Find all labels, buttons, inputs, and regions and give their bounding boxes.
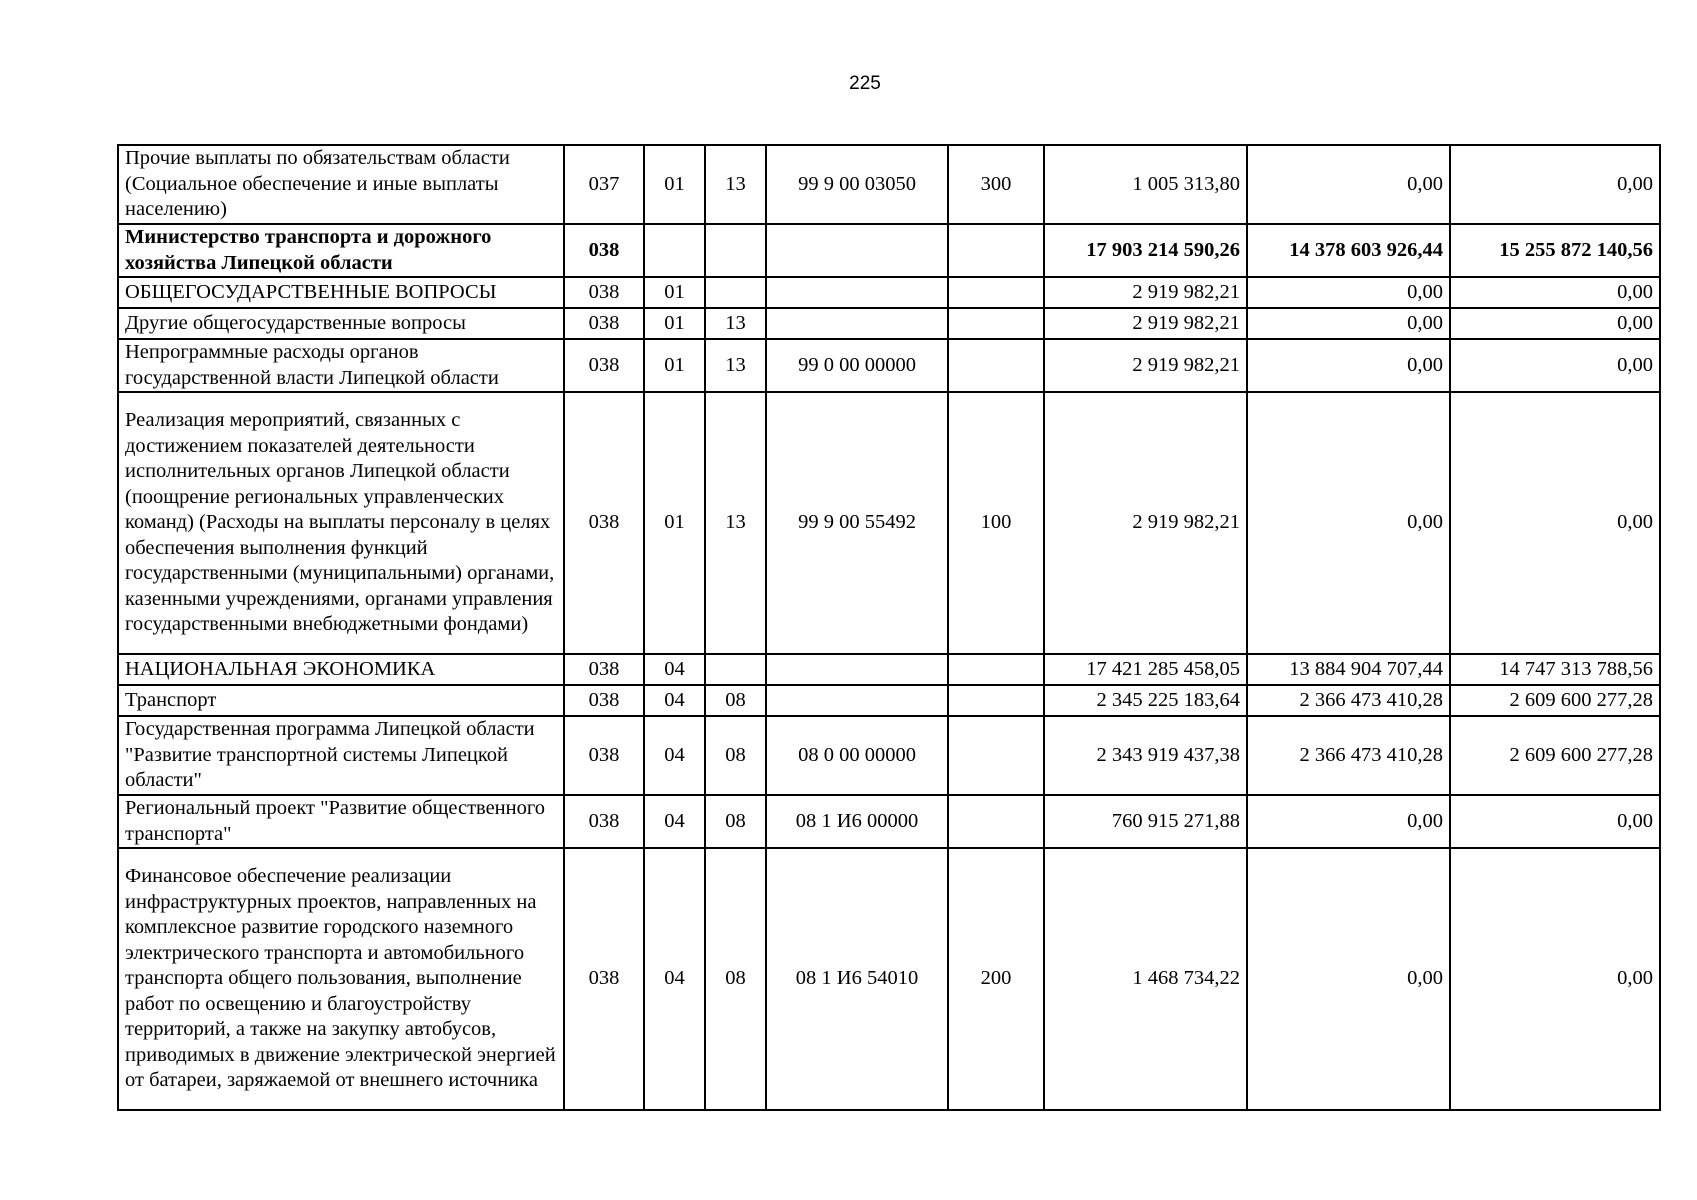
subsection-code-cell: 08 <box>705 716 766 795</box>
amount-year1-cell: 2 919 982,21 <box>1044 277 1247 308</box>
subsection-code-cell: 08 <box>705 795 766 848</box>
amount-year2-cell: 0,00 <box>1247 145 1450 224</box>
subsection-code-cell <box>705 224 766 277</box>
section-code-cell: 04 <box>644 716 705 795</box>
amount-year3-cell: 2 609 600 277,28 <box>1450 716 1660 795</box>
expense-type-cell: 200 <box>948 848 1044 1110</box>
target-article-cell: 08 1 И6 54010 <box>766 848 948 1110</box>
amount-year3-cell: 0,00 <box>1450 277 1660 308</box>
section-code-cell: 01 <box>644 277 705 308</box>
expense-type-cell: 100 <box>948 392 1044 654</box>
section-code-cell: 04 <box>644 654 705 685</box>
amount-year3-cell: 0,00 <box>1450 145 1660 224</box>
amount-year3-cell: 0,00 <box>1450 795 1660 848</box>
target-article-cell: 99 9 00 03050 <box>766 145 948 224</box>
target-article-cell: 99 0 00 00000 <box>766 339 948 392</box>
ved-code-cell: 038 <box>564 685 644 716</box>
ved-code-cell: 038 <box>564 654 644 685</box>
ved-code-cell: 038 <box>564 339 644 392</box>
target-article-cell <box>766 224 948 277</box>
ved-code-cell: 038 <box>564 848 644 1110</box>
expense-type-cell: 300 <box>948 145 1044 224</box>
target-article-cell: 99 9 00 55492 <box>766 392 948 654</box>
subsection-code-cell: 13 <box>705 339 766 392</box>
ved-code-cell: 037 <box>564 145 644 224</box>
table-row <box>118 685 1660 716</box>
subsection-code-cell: 08 <box>705 848 766 1110</box>
expense-type-cell <box>948 277 1044 308</box>
page-number: 225 <box>849 73 881 94</box>
amount-year1-cell: 2 919 982,21 <box>1044 339 1247 392</box>
ved-code-cell: 038 <box>564 224 644 277</box>
row-name-cell: Реализация мероприятий, связанных с достижением показателей деятельности исполнительных органов Липецкой области (поощрение региональных управленческих команд) (Расходы на выплаты персоналу в целях обеспечения выполнения функций государственными (муниципальными) органами, казенными учреждениями, органами управления государственными внебюджетными фондами) <box>118 392 564 654</box>
amount-year1-cell: 17 903 214 590,26 <box>1044 224 1247 277</box>
expense-type-cell <box>948 339 1044 392</box>
budget-table <box>117 144 1661 1111</box>
subsection-code-cell <box>705 654 766 685</box>
ved-code-cell: 038 <box>564 308 644 339</box>
amount-year1-cell: 17 421 285 458,05 <box>1044 654 1247 685</box>
row-name-cell: Министерство транспорта и дорожного хозяйства Липецкой области <box>118 224 564 277</box>
amount-year2-cell: 0,00 <box>1247 277 1450 308</box>
section-code-cell: 01 <box>644 308 705 339</box>
subsection-code-cell: 13 <box>705 308 766 339</box>
table-row <box>118 224 1660 277</box>
amount-year2-cell: 0,00 <box>1247 339 1450 392</box>
ved-code-cell: 038 <box>564 716 644 795</box>
row-name-cell: Финансовое обеспечение реализации инфраструктурных проектов, направленных на комплексное развитие городского наземного электрического транспорта и автомобильного транспорта общего пользования, выполнение работ по освещению и благоустройству территорий, а также на закупку автобусов, приводимых в движение электрической энергией от батареи, заряжаемой от внешнего источника <box>118 848 564 1110</box>
row-name-cell: Региональный проект "Развитие общественного транспорта" <box>118 795 564 848</box>
amount-year1-cell: 1 468 734,22 <box>1044 848 1247 1110</box>
row-name-cell: Транспорт <box>118 685 564 716</box>
table-row <box>118 716 1660 795</box>
table-row <box>118 795 1660 848</box>
amount-year2-cell: 0,00 <box>1247 308 1450 339</box>
expense-type-cell <box>948 654 1044 685</box>
target-article-cell <box>766 685 948 716</box>
expense-type-cell <box>948 795 1044 848</box>
target-article-cell <box>766 654 948 685</box>
table-row <box>118 145 1660 224</box>
amount-year2-cell: 13 884 904 707,44 <box>1247 654 1450 685</box>
target-article-cell: 08 1 И6 00000 <box>766 795 948 848</box>
subsection-code-cell <box>705 277 766 308</box>
section-code-cell <box>644 224 705 277</box>
expense-type-cell <box>948 716 1044 795</box>
row-name-cell: ОБЩЕГОСУДАРСТВЕННЫЕ ВОПРОСЫ <box>118 277 564 308</box>
table-row <box>118 308 1660 339</box>
amount-year3-cell: 2 609 600 277,28 <box>1450 685 1660 716</box>
subsection-code-cell: 08 <box>705 685 766 716</box>
amount-year2-cell: 0,00 <box>1247 848 1450 1110</box>
amount-year3-cell: 0,00 <box>1450 848 1660 1110</box>
amount-year2-cell: 2 366 473 410,28 <box>1247 685 1450 716</box>
table-row <box>118 277 1660 308</box>
amount-year3-cell: 0,00 <box>1450 339 1660 392</box>
subsection-code-cell: 13 <box>705 392 766 654</box>
amount-year1-cell: 2 919 982,21 <box>1044 392 1247 654</box>
row-name-cell: Государственная программа Липецкой области "Развитие транспортной системы Липецкой области" <box>118 716 564 795</box>
amount-year2-cell: 14 378 603 926,44 <box>1247 224 1450 277</box>
section-code-cell: 01 <box>644 339 705 392</box>
amount-year3-cell: 0,00 <box>1450 392 1660 654</box>
ved-code-cell: 038 <box>564 392 644 654</box>
row-name-cell: НАЦИОНАЛЬНАЯ ЭКОНОМИКА <box>118 654 564 685</box>
expense-type-cell <box>948 224 1044 277</box>
expense-type-cell <box>948 308 1044 339</box>
amount-year1-cell: 760 915 271,88 <box>1044 795 1247 848</box>
amount-year2-cell: 0,00 <box>1247 795 1450 848</box>
amount-year3-cell: 0,00 <box>1450 308 1660 339</box>
amount-year3-cell: 15 255 872 140,56 <box>1450 224 1660 277</box>
expense-type-cell <box>948 685 1044 716</box>
section-code-cell: 04 <box>644 685 705 716</box>
section-code-cell: 01 <box>644 392 705 654</box>
row-name-cell: Прочие выплаты по обязательствам области (Социальное обеспечение и иные выплаты населению) <box>118 145 564 224</box>
row-name-cell: Непрограммные расходы органов государственной власти Липецкой области <box>118 339 564 392</box>
amount-year1-cell: 1 005 313,80 <box>1044 145 1247 224</box>
amount-year1-cell: 2 919 982,21 <box>1044 308 1247 339</box>
ved-code-cell: 038 <box>564 795 644 848</box>
amount-year3-cell: 14 747 313 788,56 <box>1450 654 1660 685</box>
section-code-cell: 04 <box>644 848 705 1110</box>
amount-year1-cell: 2 345 225 183,64 <box>1044 685 1247 716</box>
table-row <box>118 339 1660 392</box>
target-article-cell <box>766 277 948 308</box>
table-row <box>118 392 1660 654</box>
target-article-cell: 08 0 00 00000 <box>766 716 948 795</box>
amount-year2-cell: 2 366 473 410,28 <box>1247 716 1450 795</box>
section-code-cell: 01 <box>644 145 705 224</box>
table-row <box>118 848 1660 1110</box>
section-code-cell: 04 <box>644 795 705 848</box>
amount-year1-cell: 2 343 919 437,38 <box>1044 716 1247 795</box>
target-article-cell <box>766 308 948 339</box>
subsection-code-cell: 13 <box>705 145 766 224</box>
ved-code-cell: 038 <box>564 277 644 308</box>
table-row <box>118 654 1660 685</box>
amount-year2-cell: 0,00 <box>1247 392 1450 654</box>
row-name-cell: Другие общегосударственные вопросы <box>118 308 564 339</box>
